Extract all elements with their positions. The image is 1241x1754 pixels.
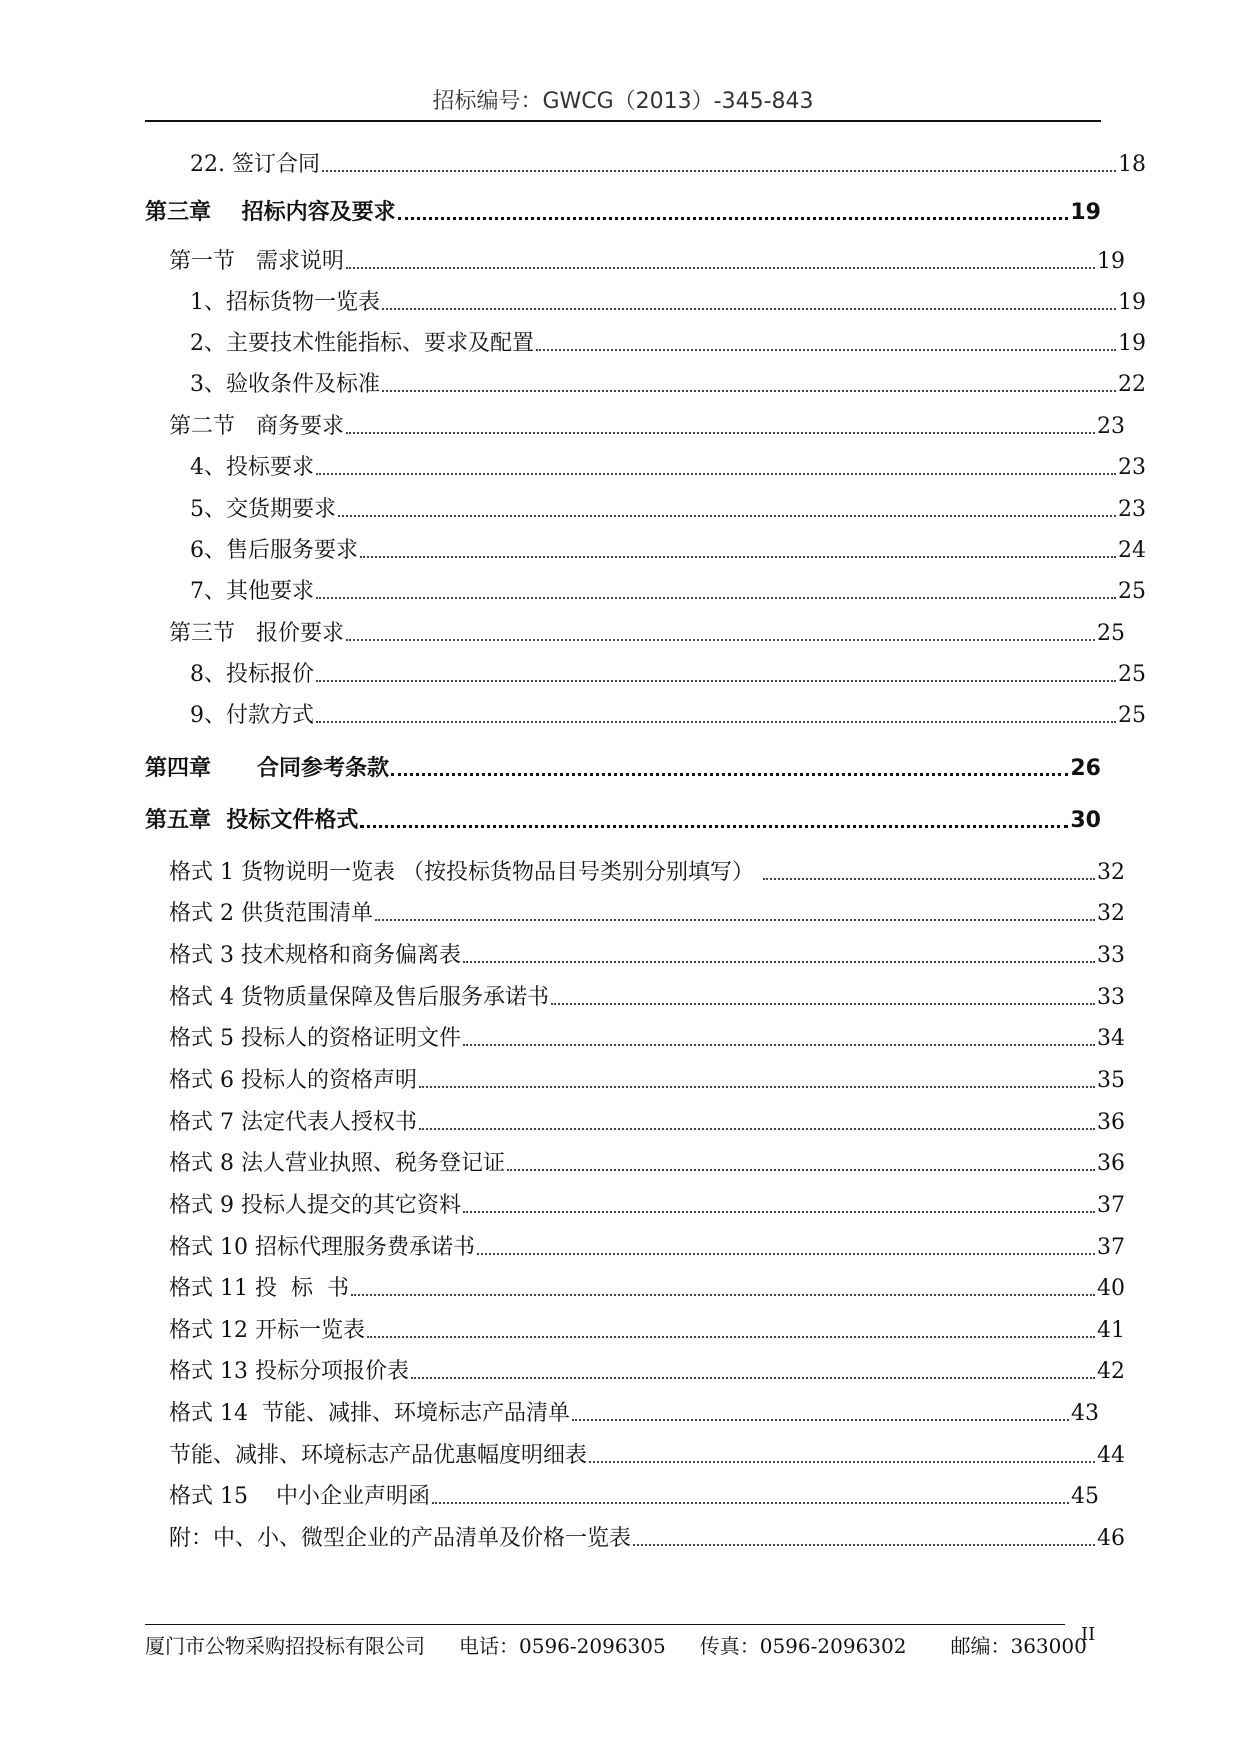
toc-entry-page: 46 [1097, 1526, 1125, 1551]
toc-leader-dots [316, 721, 1116, 723]
toc-entry[interactable] [145, 577, 1146, 607]
toc-leader-dots [432, 1502, 1069, 1504]
footer-divider [145, 1624, 1065, 1625]
toc-entry-label: 第三节 报价要求 [169, 621, 344, 646]
toc-entry[interactable] [145, 453, 1146, 483]
toc-entry-label: 3、验收条件及标准 [190, 372, 380, 397]
toc-leader-dots [463, 1044, 1095, 1046]
toc-entry[interactable] [145, 1149, 1125, 1179]
page-footer [145, 1630, 1087, 1659]
toc-entry-page: 36 [1097, 1110, 1125, 1135]
toc-entry[interactable] [145, 536, 1146, 566]
toc-entry-label: 格式 5 投标人的资格证明文件 [169, 1026, 461, 1051]
toc-entry-label: 9、付款方式 [190, 703, 314, 728]
toc-entry-label: 8、投标报价 [190, 662, 314, 687]
toc-entry-label: 格式 8 法人营业执照、税务登记证 [169, 1151, 505, 1176]
toc-leader-dots [351, 1294, 1095, 1296]
toc-entry-label: 格式 13 投标分项报价表 [169, 1359, 409, 1384]
toc-chapter[interactable] [145, 198, 1101, 228]
toc-entry[interactable] [145, 370, 1146, 400]
toc-entry[interactable] [145, 983, 1125, 1013]
toc-entry-label: 格式 6 投标人的资格声明 [169, 1068, 417, 1093]
toc-entry-page: 26 [1070, 756, 1101, 781]
toc-entry[interactable] [145, 941, 1125, 971]
page-header: 招标编号：GWCG（2013）-345-843 [432, 89, 814, 114]
toc-entry-page: 42 [1097, 1359, 1125, 1384]
toc-leader-dots [360, 556, 1116, 558]
toc-entry-page: 18 [1118, 152, 1146, 177]
toc-entry-label: 第三章 招标内容及要求 [145, 200, 396, 225]
toc-entry[interactable] [145, 1316, 1125, 1346]
toc-leader-dots [463, 1211, 1095, 1213]
footer-fax: 传真：0596-2096302 [699, 1634, 907, 1658]
toc-leader-dots [375, 919, 1095, 921]
toc-leader-dots [316, 473, 1116, 475]
toc-leader-dots [572, 1419, 1069, 1421]
toc-entry[interactable] [145, 495, 1146, 525]
toc-entry[interactable] [145, 288, 1146, 318]
toc-entry-page: 23 [1097, 414, 1125, 439]
toc-entry-label: 格式 7 法定代表人授权书 [169, 1110, 417, 1135]
toc-entry[interactable] [145, 899, 1125, 929]
toc-leader-dots [633, 1544, 1095, 1546]
toc-entry-page: 30 [1070, 808, 1101, 833]
toc-leader-dots [346, 639, 1095, 641]
toc-entry[interactable] [145, 858, 1125, 888]
toc-entry-label: 22. 签订合同 [190, 152, 320, 177]
toc-entry-label: 格式 4 货物质量保障及售后服务承诺书 [169, 985, 549, 1010]
toc-entry[interactable] [145, 1357, 1125, 1387]
header-divider [145, 120, 1101, 122]
toc-entry-label: 第一节 需求说明 [169, 249, 344, 274]
toc-leader-dots [346, 267, 1095, 269]
toc-leader-dots [477, 1253, 1095, 1255]
toc-entry-page: 41 [1097, 1318, 1125, 1343]
toc-entry-label: 2、主要技术性能指标、要求及配置 [190, 331, 534, 356]
toc-entry-page: 35 [1097, 1068, 1125, 1093]
toc-leader-dots [316, 597, 1116, 599]
toc-entry[interactable] [145, 1108, 1125, 1138]
toc-entry-label: 1、招标货物一览表 [190, 290, 380, 315]
toc-entry[interactable] [145, 1524, 1125, 1554]
toc-entry-label: 7、其他要求 [190, 579, 314, 604]
toc-entry-label: 格式 11 投 标 书 [169, 1276, 349, 1301]
toc-leader-dots [763, 878, 1095, 880]
toc-entry-label: 5、交货期要求 [190, 497, 336, 522]
toc-entry-page: 19 [1070, 200, 1101, 225]
toc-entry-label: 格式 14 节能、减排、环境标志产品清单 [169, 1401, 570, 1426]
toc-section[interactable] [145, 247, 1125, 277]
toc-leader-dots [338, 515, 1116, 517]
toc-entry[interactable] [145, 329, 1146, 359]
toc-entry[interactable] [145, 1441, 1125, 1471]
toc-entry[interactable] [145, 150, 1146, 180]
toc-leader-dots [411, 1377, 1095, 1379]
toc-entry-label: 格式 9 投标人提交的其它资料 [169, 1193, 461, 1218]
toc-section[interactable] [145, 619, 1125, 649]
toc-leader-dots [391, 773, 1068, 776]
toc-entry-page: 40 [1097, 1276, 1125, 1301]
footer-company: 厦门市公物采购招投标有限公司 [145, 1634, 425, 1658]
toc-leader-dots [536, 349, 1116, 351]
toc-entry[interactable] [145, 1233, 1125, 1263]
toc-entry-page: 34 [1097, 1026, 1125, 1051]
toc-entry-page: 19 [1097, 249, 1125, 274]
toc-entry-page: 37 [1097, 1235, 1125, 1260]
footer-phone: 电话：0596-2096305 [459, 1634, 666, 1658]
toc-entry-page: 19 [1118, 331, 1146, 356]
toc-entry[interactable] [145, 1399, 1099, 1429]
toc-entry-page: 25 [1118, 703, 1146, 728]
toc-leader-dots [382, 390, 1116, 392]
toc-entry-label: 第五章 投标文件格式 [145, 808, 359, 833]
toc-entry[interactable] [145, 1066, 1125, 1096]
toc-leader-dots [316, 680, 1116, 682]
toc-entry-page: 45 [1071, 1484, 1099, 1509]
toc-leader-dots [322, 170, 1116, 172]
toc-entry-page: 32 [1097, 901, 1125, 926]
toc-entry-label: 6、售后服务要求 [190, 538, 358, 563]
toc-leader-dots [398, 217, 1069, 220]
toc-leader-dots [589, 1461, 1095, 1463]
toc-entry-label: 格式 15 中小企业声明函 [169, 1484, 430, 1509]
toc-entry-page: 33 [1097, 943, 1125, 968]
toc-entry[interactable] [145, 1024, 1125, 1054]
toc-chapter[interactable] [145, 754, 1101, 784]
toc-entry-label: 4、投标要求 [190, 455, 314, 480]
toc-entry-label: 格式 1 货物说明一览表 （按投标货物品目号类别分别填写） [169, 860, 761, 885]
toc-entry-page: 37 [1097, 1193, 1125, 1218]
toc-leader-dots [367, 1336, 1095, 1338]
toc-entry-page: 22 [1118, 372, 1146, 397]
toc-entry[interactable] [145, 701, 1146, 731]
toc-entry-page: 25 [1118, 662, 1146, 687]
toc-entry[interactable] [145, 660, 1146, 690]
toc-entry-page: 23 [1118, 455, 1146, 480]
toc-entry-label: 格式 2 供货范围清单 [169, 901, 373, 926]
toc-entry[interactable] [145, 1191, 1125, 1221]
toc-entry-page: 44 [1097, 1443, 1125, 1468]
toc-leader-dots [463, 961, 1095, 963]
toc-section[interactable] [145, 412, 1125, 442]
toc-entry-label: 节能、减排、环境标志产品优惠幅度明细表 [169, 1443, 588, 1468]
toc-leader-dots [346, 432, 1095, 434]
toc-entry-label: 格式 10 招标代理服务费承诺书 [169, 1235, 475, 1260]
toc-entry-label: 格式 3 技术规格和商务偏离表 [169, 943, 461, 968]
toc-entry-label: 附：中、小、微型企业的产品清单及价格一览表 [169, 1526, 632, 1551]
toc-entry-page: 32 [1097, 860, 1125, 885]
toc-leader-dots [419, 1086, 1095, 1088]
toc-entry-page: 43 [1071, 1401, 1099, 1426]
toc-entry[interactable] [145, 1274, 1125, 1304]
toc-leader-dots [419, 1128, 1095, 1130]
toc-entry-page: 36 [1097, 1151, 1125, 1176]
toc-leader-dots [360, 825, 1068, 828]
toc-entry[interactable] [145, 1482, 1099, 1512]
toc-leader-dots [382, 308, 1116, 310]
toc-entry-page: 25 [1118, 579, 1146, 604]
footer-postcode: 邮编：363000 [950, 1634, 1087, 1658]
toc-entry-page: 19 [1118, 290, 1146, 315]
page-number: II [1081, 1624, 1096, 1645]
toc-leader-dots [507, 1169, 1095, 1171]
toc-entry-page: 23 [1118, 497, 1146, 522]
toc-entry-page: 33 [1097, 985, 1125, 1010]
toc-entry-label: 第四章 合同参考条款 [145, 756, 389, 781]
toc-entry-label: 第二节 商务要求 [169, 414, 344, 439]
toc-entry-page: 24 [1118, 538, 1146, 563]
toc-leader-dots [551, 1003, 1095, 1005]
toc-entry-label: 格式 12 开标一览表 [169, 1318, 365, 1343]
toc-chapter[interactable] [145, 806, 1101, 836]
toc-entry-page: 25 [1097, 621, 1125, 646]
